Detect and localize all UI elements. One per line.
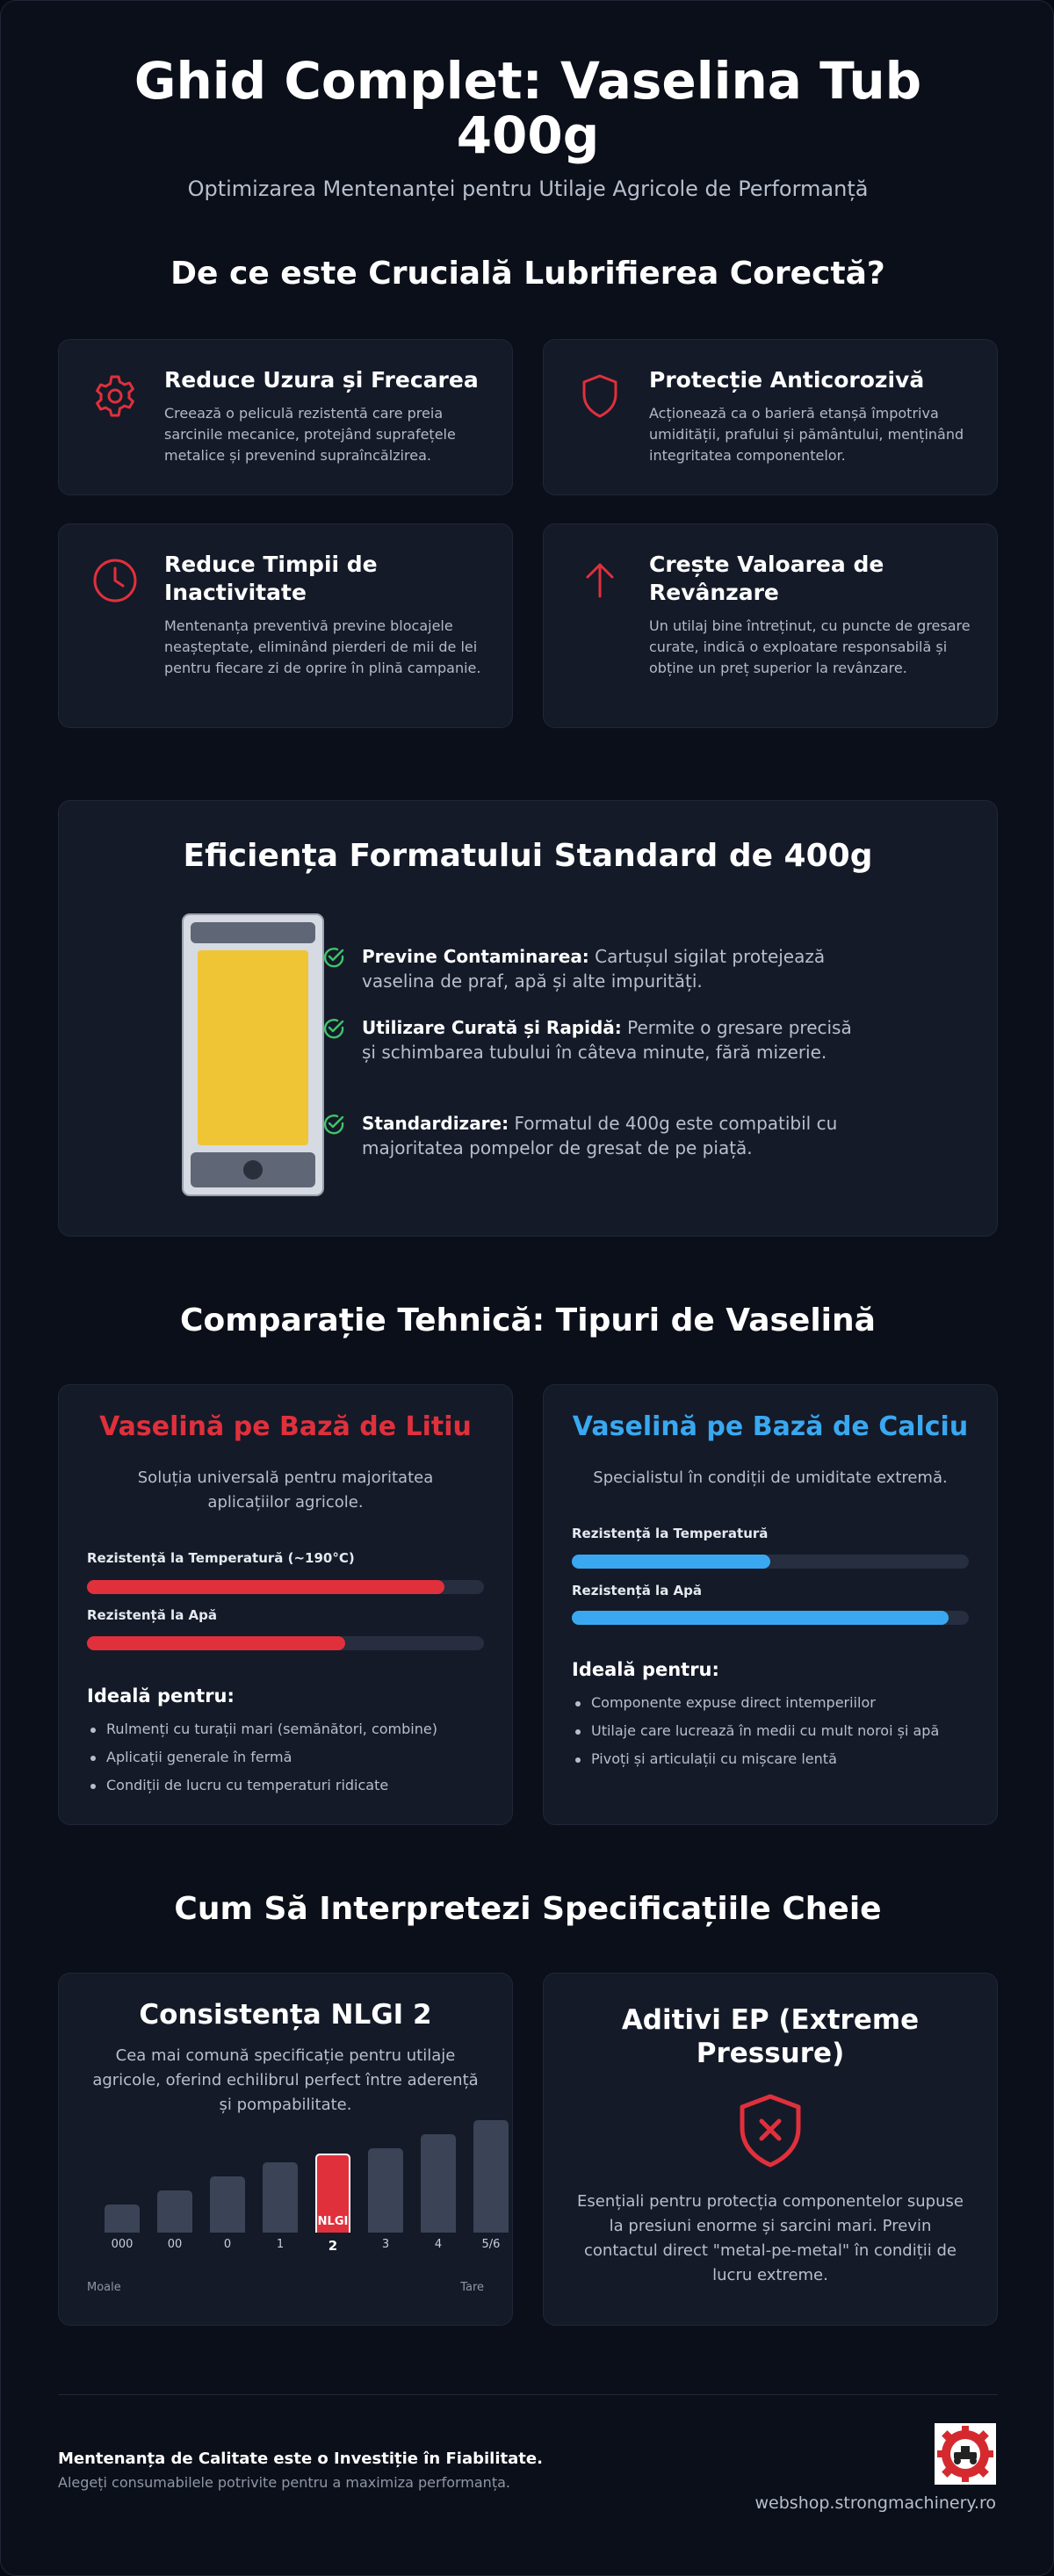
benefit-text: Un utilaj bine întreținut, cu puncte de gresare curate, indică o exploatare responsabilă și obține un preț superior la revânzare. bbox=[649, 617, 971, 676]
page-subtitle: Optimizarea Mentenanței pentru Utilaje Agricole de Performanță bbox=[187, 177, 869, 201]
benefit-title: Reduce Timpii de Inactivitate bbox=[164, 552, 378, 605]
list-item: Pivoți și articulații cu mișcare lentă bbox=[572, 1745, 976, 1773]
nlgi-bar bbox=[105, 2204, 140, 2233]
arrow-up-icon bbox=[575, 556, 624, 605]
lithium-title: Vaselină pe Bază de Litiu bbox=[99, 1411, 472, 1442]
nlgi-bar bbox=[263, 2162, 298, 2233]
list-item: Rulmenți cu turații mari (semănători, combine) bbox=[87, 1715, 491, 1743]
benefit-card-downtime bbox=[58, 523, 513, 728]
format-card bbox=[58, 800, 998, 1237]
bar-fill bbox=[572, 1555, 770, 1569]
company-logo bbox=[935, 2423, 996, 2485]
bar-label: Rezistență la Apă bbox=[572, 1583, 703, 1598]
bar-track bbox=[87, 1636, 484, 1650]
bar-fill bbox=[572, 1611, 949, 1625]
footer-url[interactable]: webshop.strongmachinery.ro bbox=[754, 2493, 996, 2513]
scale-soft-label: Moale bbox=[87, 2281, 121, 2294]
benefit-title: Protecție Anticorozivă bbox=[649, 367, 925, 393]
list-item: Utilaje care lucrează în medii cu mult noroi și apă bbox=[572, 1717, 976, 1745]
calcium-card bbox=[543, 1384, 998, 1825]
gear-icon bbox=[90, 372, 140, 421]
list-item: Componente expuse direct intemperiilor bbox=[572, 1689, 976, 1717]
ep-text: Esențiali pentru protecția componentelor supuse la presiuni enorme și sarcini mari. Previn contactul direct "metal-pe-metal" în condiții de lucru extreme. bbox=[577, 2192, 964, 2284]
nlgi-card bbox=[58, 1973, 513, 2326]
shield-icon bbox=[575, 372, 624, 421]
footer-subtagline: Alegeți consumabilele potrivite pentru a maximiza performanța. bbox=[58, 2474, 510, 2491]
benefit-text: Acționează ca o barieră etanșă împotriva umidității, prafului și pământului, menținând integritatea componentelor. bbox=[649, 405, 964, 464]
ep-card bbox=[543, 1973, 998, 2326]
nlgi-bar bbox=[473, 2120, 509, 2233]
benefit-card-corrosion bbox=[543, 339, 998, 495]
comparison-title: Comparație Tehnică: Tipuri de Vaselină bbox=[180, 1302, 876, 1339]
scale-hard-label: Tare bbox=[460, 2281, 484, 2294]
nlgi-title: Consistența NLGI 2 bbox=[139, 1999, 432, 2031]
nlgi-bar bbox=[210, 2176, 245, 2233]
nlgi-grade-label: 5/6 bbox=[481, 2238, 501, 2251]
benefit-card-resale bbox=[543, 523, 998, 728]
list-item: Condiții de lucru cu temperaturi ridicate bbox=[87, 1771, 491, 1800]
nlgi-bar bbox=[368, 2148, 403, 2233]
nlgi-text: Cea mai comună specificație pentru utilaje agricole, oferind echilibrul perfect între aderență și pompabilitate. bbox=[92, 2046, 479, 2114]
check-circle-icon bbox=[322, 946, 345, 969]
ideal-title: Ideală pentru: bbox=[572, 1659, 719, 1680]
grease-cartridge-icon bbox=[182, 913, 324, 1196]
nlgi-bar bbox=[421, 2134, 456, 2233]
shield-x-icon bbox=[737, 2093, 804, 2168]
page-title-line2: 400g bbox=[456, 105, 600, 165]
format-point bbox=[362, 1111, 854, 1160]
lithium-subtitle: Soluția universală pentru majoritatea aplicațiilor agricole. bbox=[137, 1468, 434, 1512]
calcium-subtitle: Specialistul în condiții de umiditate extremă. bbox=[593, 1468, 948, 1487]
format-title: Eficiența Formatului Standard de 400g bbox=[183, 838, 873, 874]
ideal-list bbox=[572, 1689, 976, 1773]
bar-track bbox=[87, 1580, 484, 1594]
benefit-text: Mentenanța preventivă previne blocajele neașteptate, eliminând pierderi de mii de lei pentru fiecare zi de oprire în plină campanie. bbox=[164, 617, 481, 676]
format-point-text: Permite o gresare precisă și schimbarea tubului în câteva minute, fără mizerie. bbox=[362, 1017, 852, 1063]
nlgi-active-value: 2 bbox=[328, 2238, 338, 2254]
bar-label: Rezistență la Temperatură (~190°C) bbox=[87, 1550, 355, 1566]
benefit-card-wear bbox=[58, 339, 513, 495]
benefit-text: Creează o peliculă rezistentă care preia sarcinile mecanice, protejând suprafețele metalice și prevenind supraîncălzirea. bbox=[164, 405, 456, 464]
bar-track bbox=[572, 1611, 969, 1625]
calcium-title: Vaselină pe Bază de Calciu bbox=[572, 1411, 969, 1442]
ideal-list bbox=[87, 1715, 491, 1800]
ep-title: Aditivi EP (Extreme Pressure) bbox=[621, 2004, 920, 2069]
list-item: Aplicații generale în fermă bbox=[87, 1743, 491, 1771]
specs-title: Cum Să Interpretezi Specificațiile Cheie bbox=[174, 1891, 882, 1927]
page-title-line1: Ghid Complet: Vaselina Tub bbox=[134, 51, 922, 111]
footer-tagline: Mentenanța de Calitate este o Investiție în Fiabilitate. bbox=[58, 2450, 543, 2468]
nlgi-grade-label: 0 bbox=[223, 2238, 232, 2251]
bar-label: Rezistență la Apă bbox=[87, 1607, 218, 1623]
format-point-text: Formatul de 400g este compatibil cu majoritatea pompelor de gresat de pe piață. bbox=[362, 1113, 838, 1158]
bar-fill bbox=[87, 1580, 444, 1594]
benefit-title: Reduce Uzura și Frecarea bbox=[164, 367, 479, 393]
ideal-title: Ideală pentru: bbox=[87, 1685, 235, 1707]
why-section-title: De ce este Crucială Lubrifierea Corectă? bbox=[170, 256, 885, 292]
format-point-strong: Utilizare Curată și Rapidă: bbox=[362, 1017, 622, 1038]
bar-fill bbox=[87, 1636, 345, 1650]
nlgi-grade-label: 00 bbox=[167, 2238, 183, 2251]
nlgi-bar bbox=[157, 2190, 192, 2233]
bar-track bbox=[572, 1555, 969, 1569]
lithium-card bbox=[58, 1384, 513, 1825]
benefit-title: Crește Valoarea de Revânzare bbox=[649, 552, 884, 605]
page-title bbox=[1, 51, 1054, 165]
nlgi-grade-label: 000 bbox=[111, 2238, 134, 2251]
footer-divider bbox=[58, 2394, 998, 2395]
check-circle-icon bbox=[322, 1017, 345, 1040]
bar-label: Rezistență la Temperatură bbox=[572, 1526, 769, 1541]
format-point bbox=[362, 944, 854, 993]
check-circle-icon bbox=[322, 1113, 345, 1136]
clock-icon bbox=[90, 556, 140, 605]
format-point-text: Cartușul sigilat protejează vaselina de praf, apă și alte impurități. bbox=[362, 946, 826, 992]
nlgi-scale-chart bbox=[105, 2118, 501, 2268]
nlgi-grade-label: 1 bbox=[276, 2238, 285, 2251]
format-point bbox=[362, 1015, 854, 1064]
nlgi-grade-label: 3 bbox=[381, 2238, 390, 2251]
format-point-strong: Standardizare: bbox=[362, 1113, 509, 1134]
nlgi-grade-label: NLGI bbox=[317, 2215, 349, 2228]
format-point-strong: Previne Contaminarea: bbox=[362, 946, 589, 967]
nlgi-grade-label: 4 bbox=[434, 2238, 443, 2251]
